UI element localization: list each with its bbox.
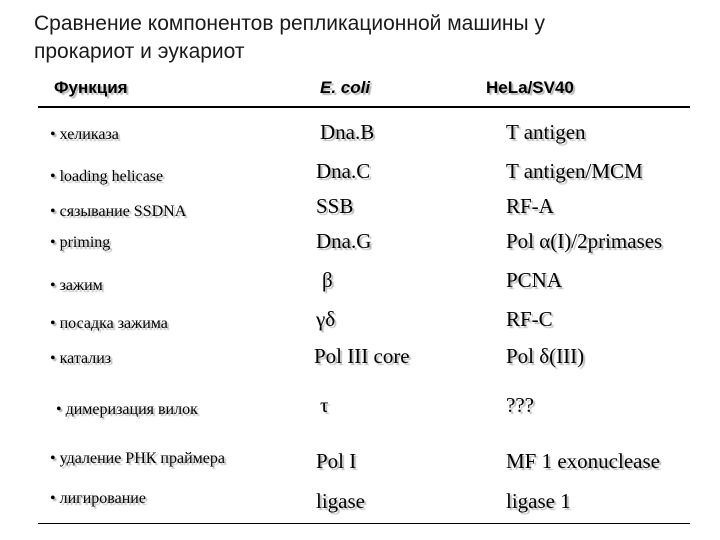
row-hela: Pol α(I)/2primases (506, 229, 663, 253)
header-ecoli: E. coli (320, 78, 371, 97)
row-hela: Pol δ(III) (506, 344, 585, 368)
row-function: • димеризация вилок (56, 401, 198, 418)
row-hela: T antigen/MCM (506, 159, 643, 183)
row-function: • хеликаза (50, 126, 119, 143)
row-ecoli: Dna.G (316, 229, 372, 253)
row-ecoli: Pol III core (314, 344, 410, 368)
title-line-2: прокариот и эукариот (34, 40, 245, 63)
row-function: • loading helicase (50, 168, 164, 185)
row-ecoli: γδ (316, 307, 336, 331)
row-function: • удаление РНК праймера (50, 450, 225, 467)
row-function: • лигирование (50, 490, 146, 507)
row-hela: RF-A (506, 194, 554, 218)
row-ecoli: ligase (316, 489, 365, 513)
title-text (34, 10, 674, 66)
row-ecoli: Pol I (316, 449, 357, 473)
row-hela: PCNA (506, 268, 563, 292)
row-hela: MF 1 exonuclease (506, 449, 660, 473)
row-ecoli: Dna.B (320, 120, 375, 144)
row-function: • посадка зажима (50, 315, 168, 332)
row-ecoli: Dna.C (316, 159, 371, 183)
row-ecoli: τ (320, 393, 329, 417)
header-function: Функция (54, 78, 128, 97)
row-hela: RF-C (506, 307, 553, 331)
header-hela: HeLa/SV40 (486, 78, 574, 97)
row-function: • priming (50, 234, 111, 251)
row-hela: T antigen (506, 120, 586, 144)
table-bottom-border (38, 523, 690, 524)
row-hela: ligase 1 (506, 489, 571, 513)
title-line-1: Сравнение компонентов репликационной машины у (34, 12, 545, 35)
row-ecoli: β (322, 268, 333, 292)
row-function: • зажим (50, 277, 103, 294)
row-function: • сязывание SSDNA (50, 203, 187, 220)
row-function: • катализ (50, 350, 112, 367)
row-hela: ??? (506, 393, 534, 417)
header-divider (38, 106, 690, 108)
row-ecoli: SSB (316, 194, 354, 218)
